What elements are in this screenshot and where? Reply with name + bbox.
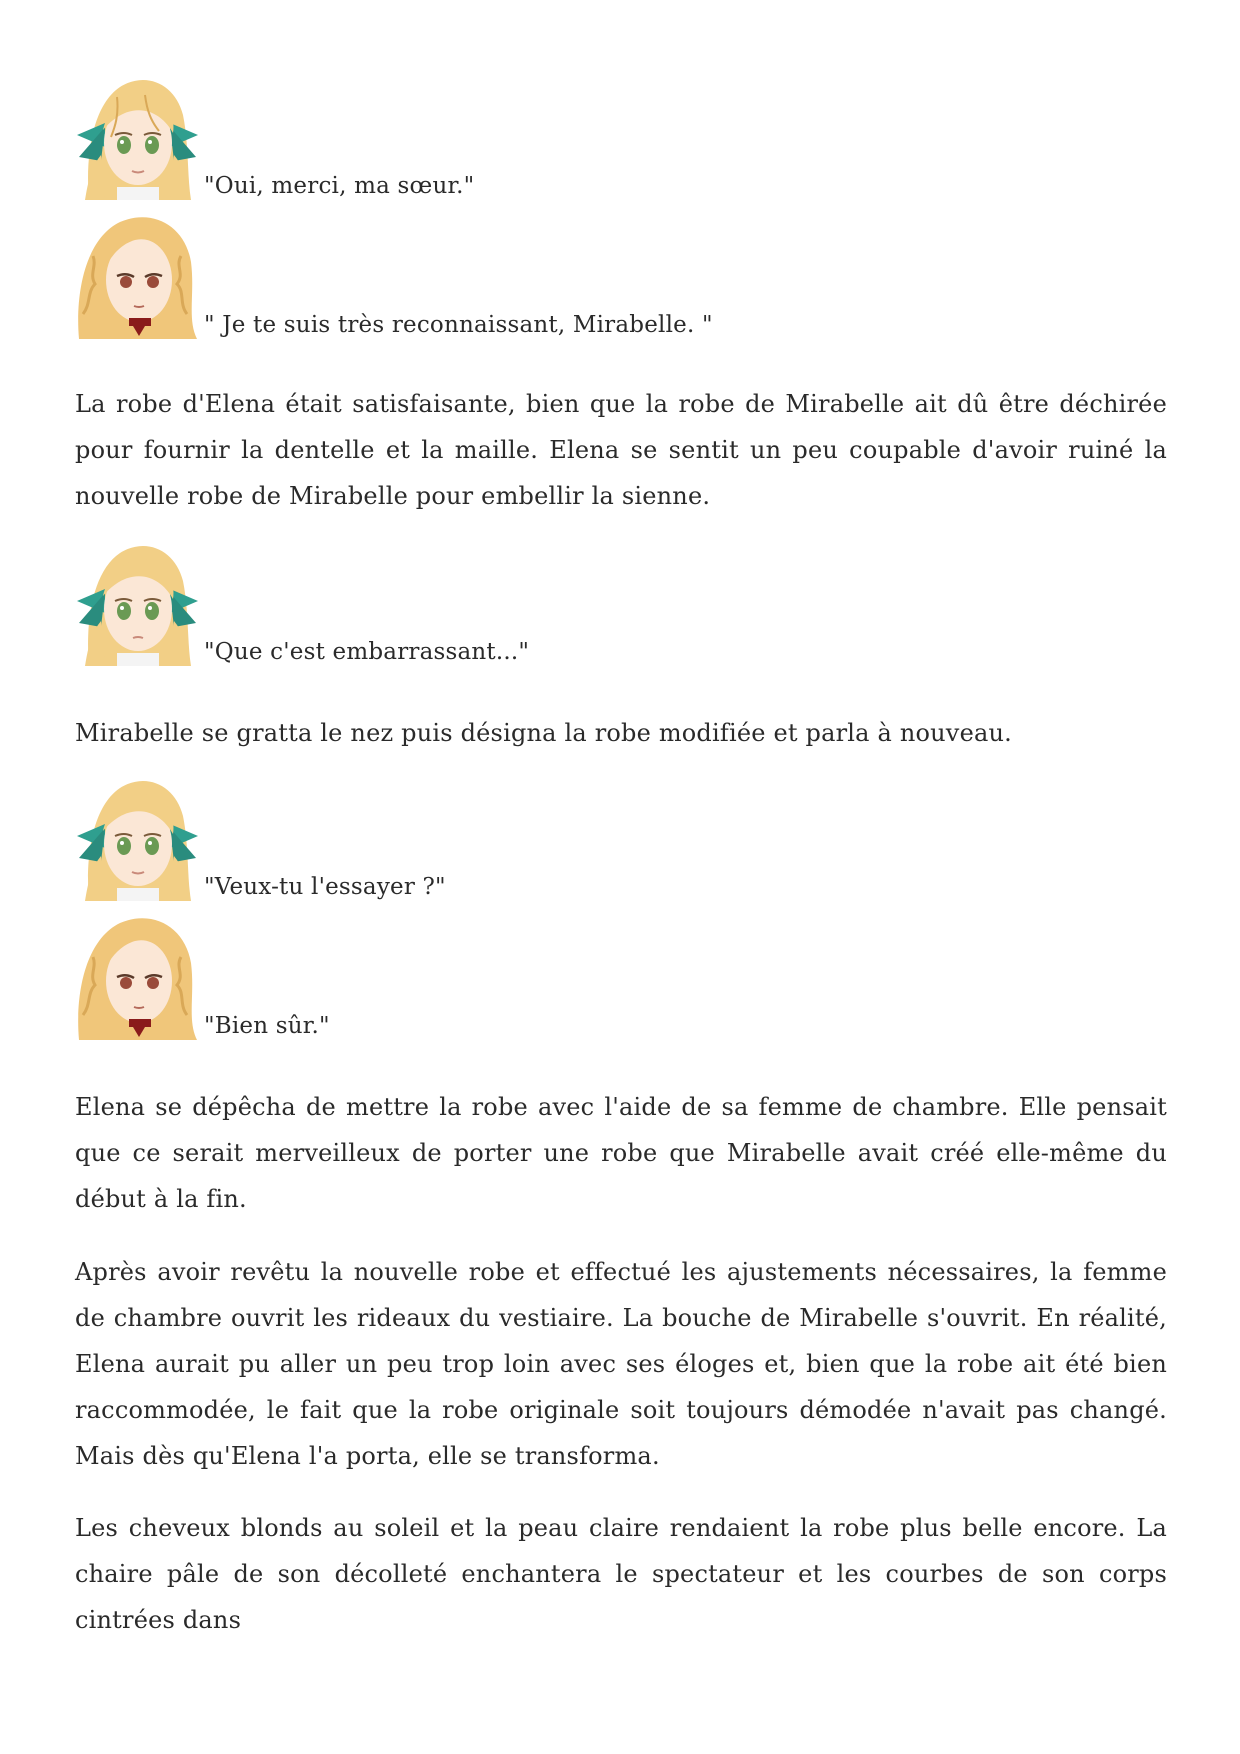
dialogue-block	[75, 541, 529, 666]
narrative-paragraph: Après avoir revêtu la nouvelle robe et effectué les ajustements nécessaires, la femme de chambre ouvrit les rideaux du vestiaire. La bouche de Mirabelle s'ouvrit. En réalité, Elena aurait pu aller un peu trop loin avec ses éloges et, bien que la robe ait été bien raccommodée, le fait que la robe originale soit toujours démodée n'avait pas changé. Mais dès qu'Elena l'a porta, elle se transforma.	[75, 1258, 1167, 1470]
elena-portrait-icon	[75, 75, 200, 200]
dialogue-block	[75, 214, 713, 339]
elena-portrait-icon	[75, 541, 200, 666]
narrative-paragraph: La robe d'Elena était satisfaisante, bien que la robe de Mirabelle ait dû être déchirée pour fournir la dentelle et la maille. Elena se sentit un peu coupable d'avoir ruiné la nouvelle robe de Mirabelle pour embellir la sienne.	[75, 390, 1167, 510]
narrative-paragraph: Mirabelle se gratta le nez puis désigna la robe modifiée et parla à nouveau.	[75, 719, 1012, 747]
dialogue-line: "Veux-tu l'essayer ?"	[204, 874, 446, 900]
mirabelle-portrait-icon	[75, 214, 200, 339]
dialogue-line: "Bien sûr."	[204, 1013, 330, 1039]
dialogue-block	[75, 776, 446, 901]
dialogue-line: "Oui, merci, ma sœur."	[204, 173, 475, 199]
mirabelle-portrait-icon	[75, 915, 200, 1040]
dialogue-line: " Je te suis très reconnaissant, Mirabelle. "	[204, 312, 713, 338]
dialogue-line: "Que c'est embarrassant..."	[204, 639, 530, 665]
dialogue-block	[75, 915, 330, 1040]
narrative-paragraph: Elena se dépêcha de mettre la robe avec l'aide de sa femme de chambre. Elle pensait que ce serait merveilleux de porter une robe que Mirabelle avait créé elle-même du début à la fin.	[75, 1093, 1167, 1213]
elena-portrait-icon	[75, 776, 200, 901]
narrative-paragraph: Les cheveux blonds au soleil et la peau claire rendaient la robe plus belle encore. La chaire pâle de son décolleté enchantera le spectateur et les courbes de son corps cintrées dans	[75, 1514, 1167, 1634]
dialogue-block	[75, 75, 474, 200]
